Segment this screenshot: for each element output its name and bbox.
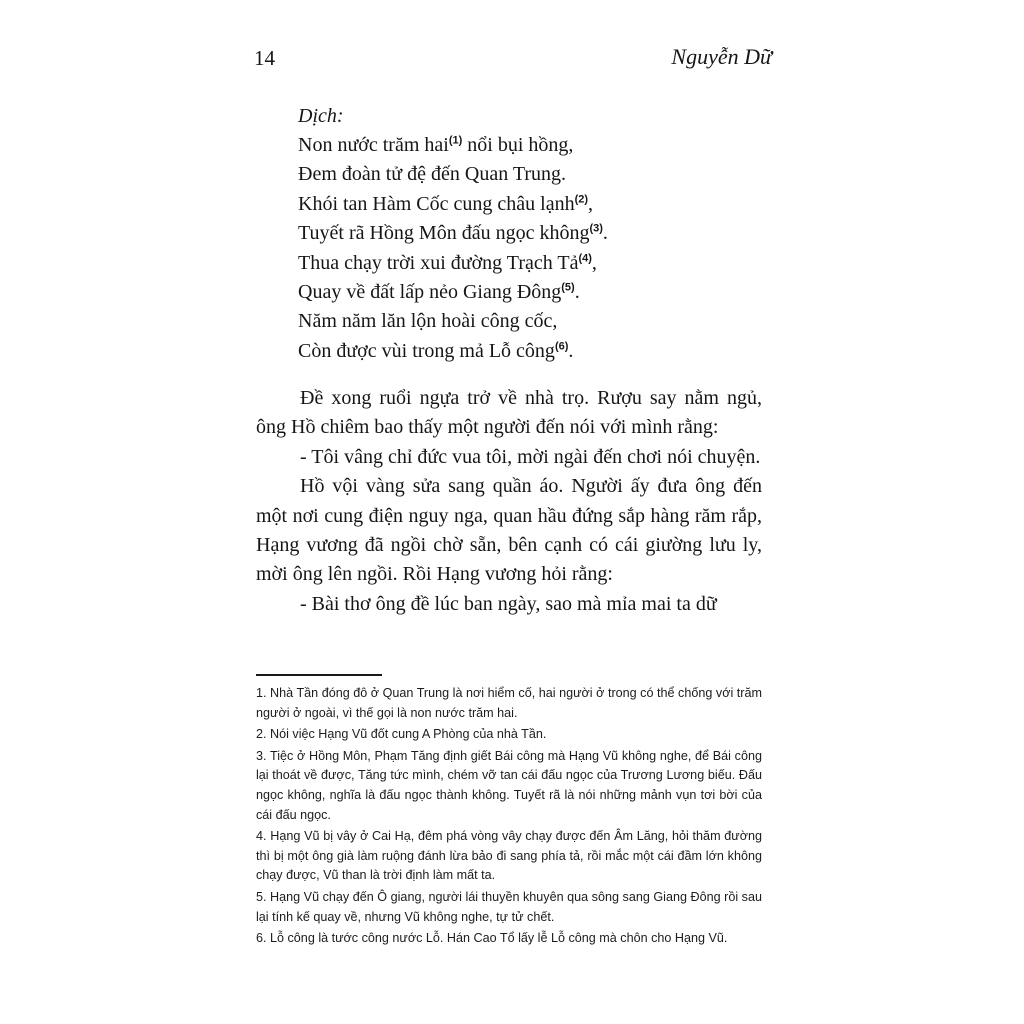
footnote-marker: (2) bbox=[574, 193, 589, 206]
footnote: 4. Hạng Vũ bị vây ở Cai Hạ, đêm phá vòng vây chạy được đến Âm Lăng, hỏi thăm đường thì bị một ông già làm ruộng đánh lừa bảo đi sang phía tả, rồi mắc một cái đầm lớn không chạy được, Vũ than là trời định làm mất ta. bbox=[256, 829, 762, 883]
poem-line: Còn được vùi trong mả Lỗ công$^{(6)}$. bbox=[298, 339, 574, 362]
footnote-marker: (5) bbox=[561, 281, 575, 294]
footnote-marker: (4) bbox=[578, 251, 592, 264]
translated-poem bbox=[298, 102, 768, 366]
dialogue-paragraph: - Tôi vâng chỉ đức vua tôi, mời ngài đến chơi nói chuyện. bbox=[300, 445, 761, 468]
poem-heading: Dịch: bbox=[298, 105, 344, 127]
poem-line: Khói tan Hàm Cốc cung châu lạnh$^{(2)}$, bbox=[298, 192, 594, 215]
dialogue-paragraph: - Bài thơ ông đề lúc ban ngày, sao mà mỉa mai ta dữ bbox=[300, 592, 717, 615]
poem-line: Non nước trăm hai$^{(1)}$ nổi bụi hồng, bbox=[298, 134, 574, 156]
prose-body bbox=[256, 384, 762, 619]
footnote: 3. Tiệc ở Hồng Môn, Phạm Tăng định giết Bái công mà Hạng Vũ không nghe, để Bái công lại thoát về được, Tăng tức mình, chém vỡ tan cái đấu ngọc của Trương Lương biếu. Đấu ngọc không, nghĩa là đấu ngọc thành không. Tuyết rã là nói những mảnh vụn tơi bời của cái đấu ngọc. bbox=[256, 748, 762, 822]
footnote: 6. Lỗ công là tước công nước Lỗ. Hán Cao Tổ lấy lễ Lỗ công mà chôn cho Hạng Vũ. bbox=[256, 931, 728, 946]
page-number: 14 bbox=[254, 46, 275, 70]
footnote: 2. Nói việc Hạng Vũ đốt cung A Phòng của nhà Tần. bbox=[256, 727, 547, 742]
footnote-marker: (6) bbox=[554, 340, 569, 353]
footnote-marker: (1) bbox=[448, 134, 463, 147]
footnote-marker: (3) bbox=[589, 222, 603, 235]
poem-line: Năm năm lăn lộn hoài công cốc, bbox=[298, 310, 558, 333]
poem-line: Quay về đất lấp nẻo Giang Đông$^{(5)}$. bbox=[298, 280, 580, 303]
footnote: 5. Hạng Vũ chạy đến Ô giang, người lái thuyền khuyên qua sông sang Giang Đông rồi sau lại tính kế quay về, nhưng Vũ không nghe, tự tử chết. bbox=[256, 889, 762, 924]
poem-line: Thua chạy trời xui đường Trạch Tả$^{(4)}$, bbox=[298, 251, 597, 274]
poem-line: Tuyết rã Hồng Môn đấu ngọc không$^{(3)}$. bbox=[298, 222, 608, 245]
poem-line: Đem đoàn tử đệ đến Quan Trung. bbox=[298, 163, 567, 186]
paragraph: Hồ vội vàng sửa sang quần áo. Người ấy đưa ông đến một nơi cung điện nguy nga, quan hầu đứng sắp hàng răm rắp, Hạng vương đã ngồi chờ sẵn, bên cạnh có cái giường lưu ly, mời ông lên ngồi. Rồi Hạng vương hỏi rằng: bbox=[256, 475, 762, 586]
footnote: 1. Nhà Tần đóng đô ở Quan Trung là nơi hiểm cố, hai người ở trong có thể chống với trăm người ở ngoài, vì thế gọi là non nước trăm hai. bbox=[256, 686, 762, 720]
paragraph: Đề xong ruổi ngựa trở về nhà trọ. Rượu say nằm ngủ, ông Hồ chiêm bao thấy một người đến nói với mình rằng: bbox=[256, 387, 762, 439]
footnote-divider bbox=[256, 674, 382, 676]
footnotes bbox=[256, 684, 762, 951]
running-head-author: Nguyễn Dữ bbox=[671, 44, 772, 69]
